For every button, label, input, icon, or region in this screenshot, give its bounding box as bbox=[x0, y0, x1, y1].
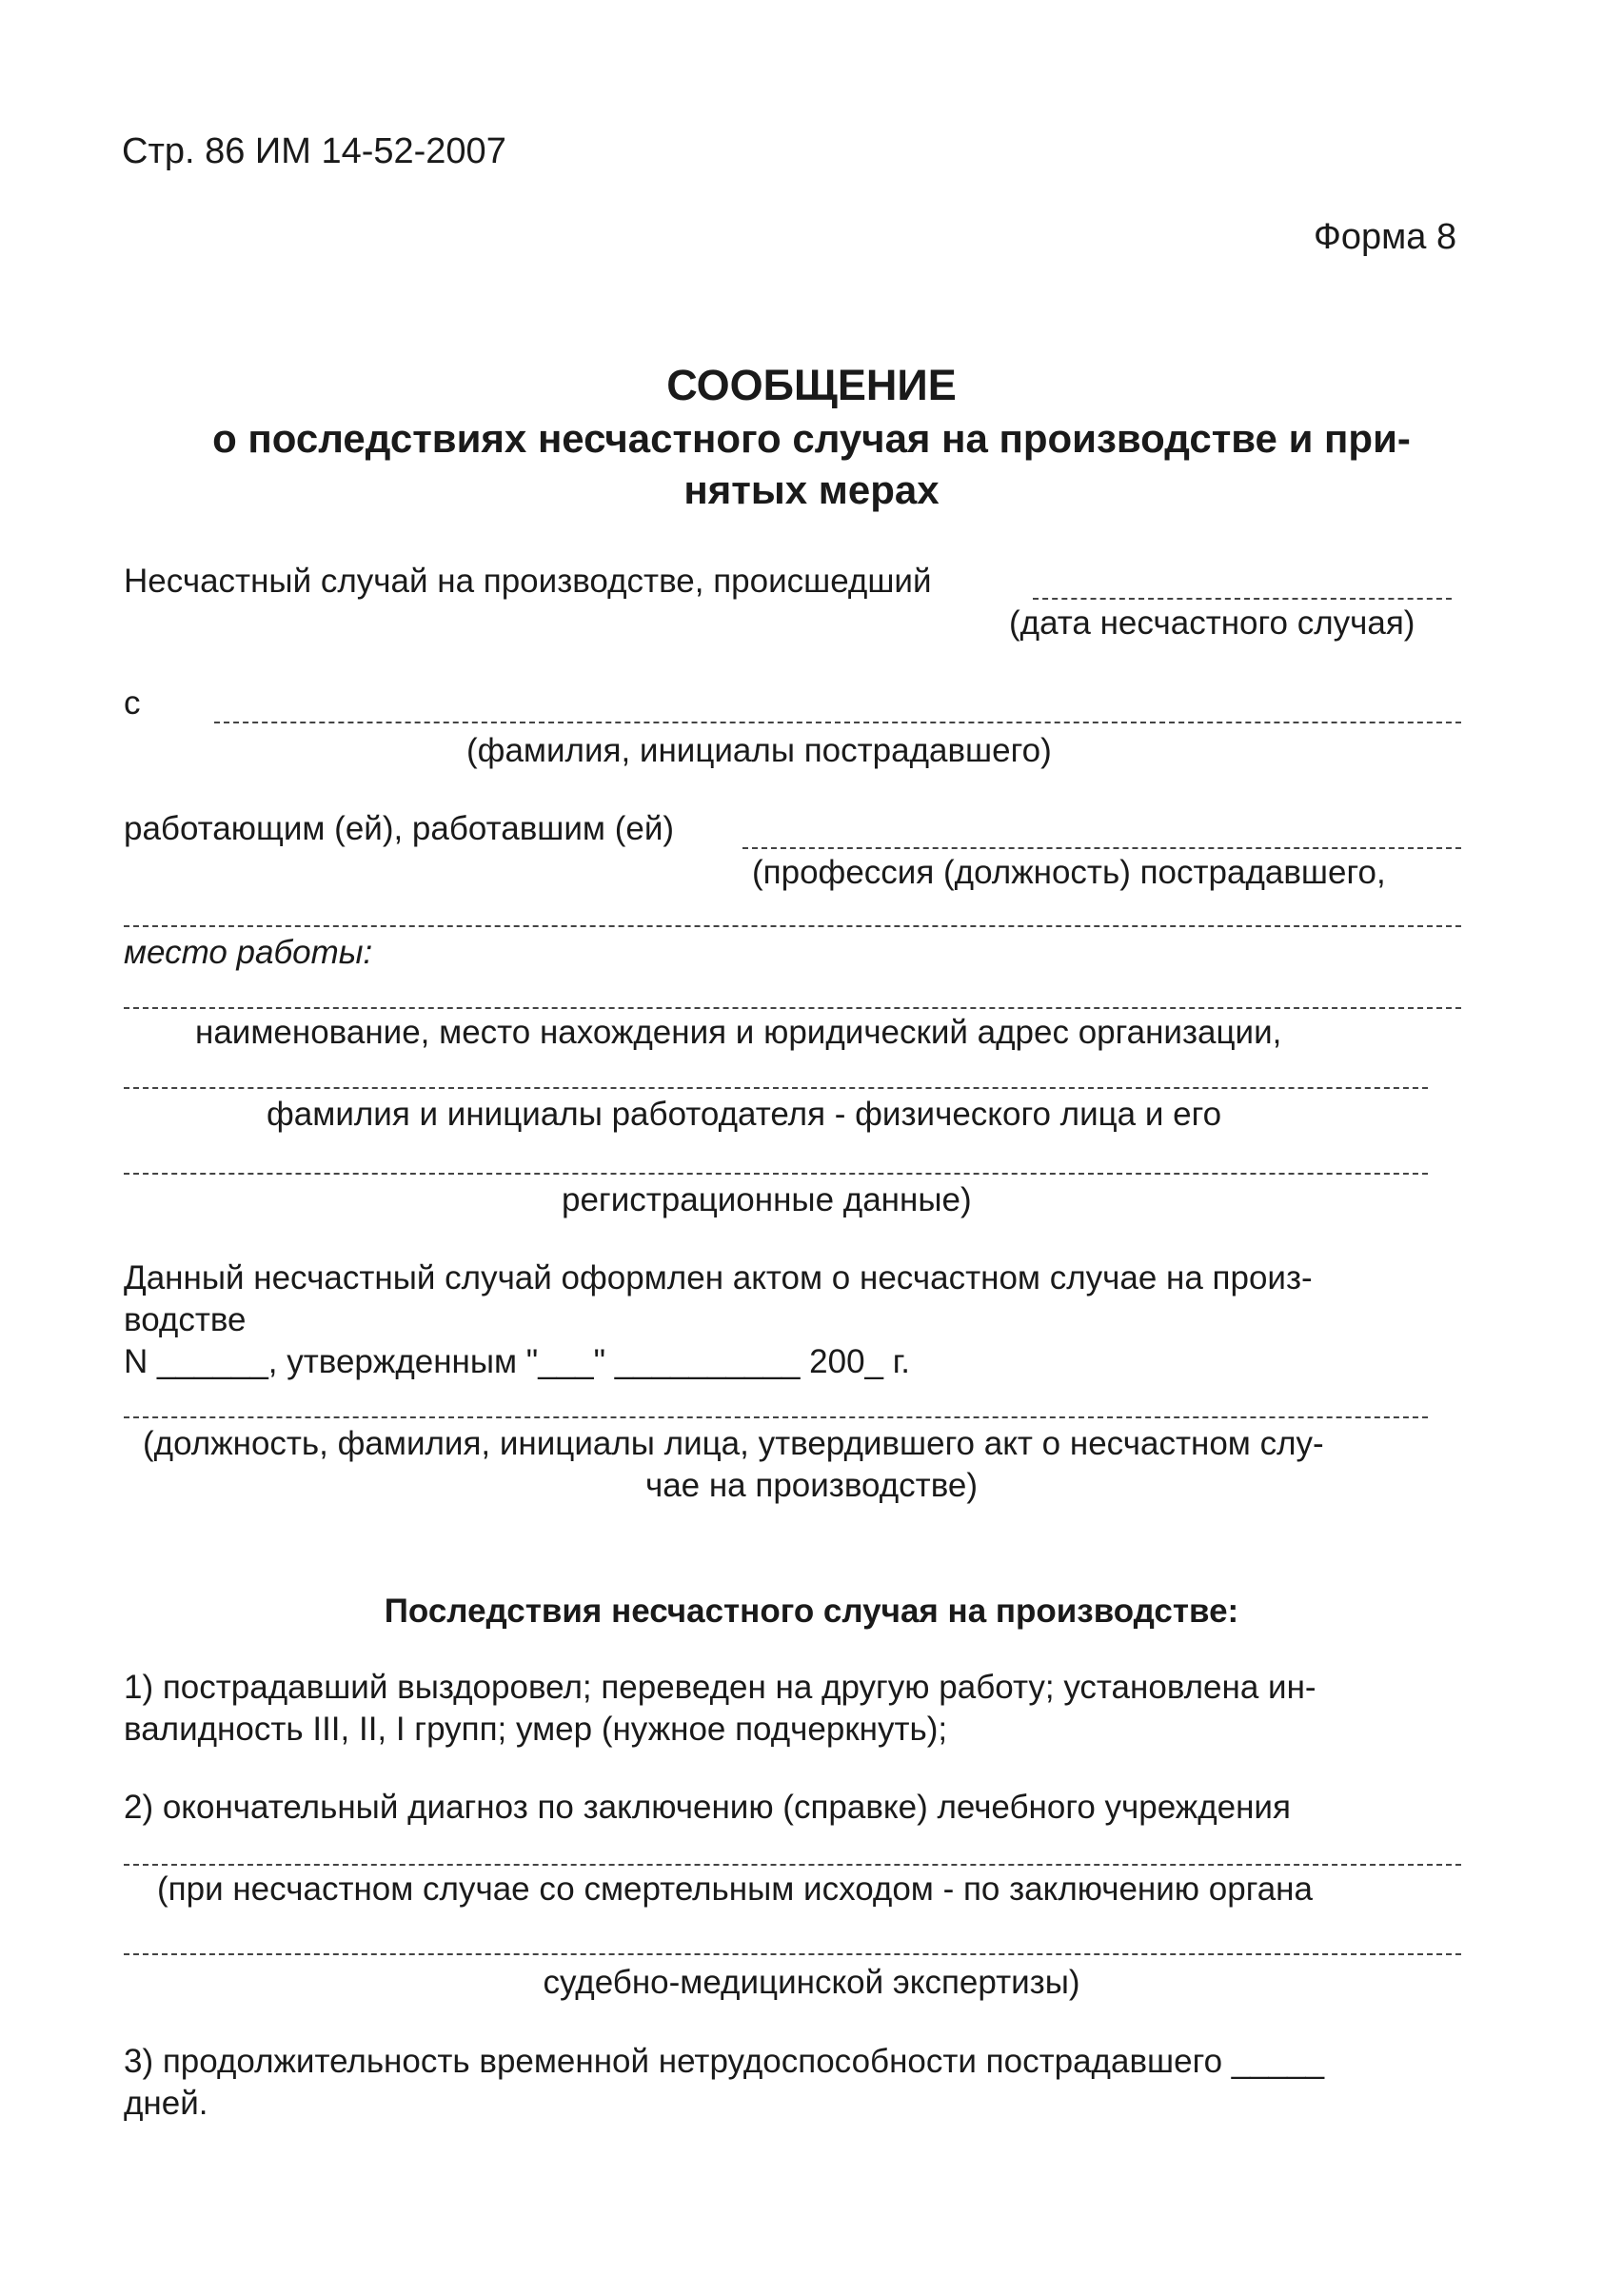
act-text-line1: Данный несчастный случай оформлен актом о несчастном случае на произ- bbox=[124, 1259, 1313, 1296]
workplace-line bbox=[124, 925, 1461, 927]
diagnosis-line bbox=[124, 1864, 1461, 1866]
approver-line bbox=[124, 1416, 1428, 1418]
diagnosis-caption-line2: судебно-медицинской экспертизы) bbox=[543, 1964, 1080, 2001]
victim-caption: (фамилия, инициалы пострадавшего) bbox=[466, 732, 1052, 769]
form-number: Форма 8 bbox=[1314, 217, 1457, 257]
consequences-heading: Последствия несчастного случая на производстве: bbox=[384, 1593, 1239, 1630]
diagnosis-caption-line1: (при несчастном случае со смертельным исходом - по заключению органа bbox=[157, 1870, 1313, 1908]
organization-caption: наименование, место нахождения и юридический адрес организации, bbox=[195, 1014, 1282, 1051]
document-title: СООБЩЕНИЕ bbox=[666, 361, 957, 409]
document-subtitle-line1: о последствиях несчастного случая на производстве и при- bbox=[212, 416, 1411, 461]
accident-date-caption: (дата несчастного случая) bbox=[1009, 604, 1415, 642]
consequence-item3-line1: 3) продолжительность временной нетрудоспособности пострадавшего _____ bbox=[124, 2043, 1325, 2080]
page-reference: Стр. 86 ИМ 14-52-2007 bbox=[122, 131, 506, 171]
act-text-line3: N ______, утвержденным "___" __________ 200_ г. bbox=[124, 1343, 910, 1380]
consequence-item2: 2) окончательный диагноз по заключению (справке) лечебного учреждения bbox=[124, 1789, 1291, 1826]
working-label: работающим (ей), работавшим (ей) bbox=[124, 810, 675, 847]
consequence-item1-line2: валидность III, II, I групп; умер (нужное подчеркнуть); bbox=[124, 1711, 948, 1748]
accident-date-line bbox=[1033, 598, 1452, 600]
victim-name-line bbox=[214, 722, 1461, 723]
profession-line bbox=[742, 847, 1461, 849]
registration-caption: регистрационные данные) bbox=[562, 1181, 972, 1218]
consequence-item3-line2: дней. bbox=[124, 2085, 208, 2122]
employer-caption: фамилия и инициалы работодателя - физического лица и его bbox=[267, 1096, 1222, 1133]
approver-caption-line1: (должность, фамилия, инициалы лица, утвердившего акт о несчастном слу- bbox=[143, 1425, 1324, 1462]
registration-line bbox=[124, 1173, 1428, 1175]
employer-line bbox=[124, 1087, 1428, 1089]
document-subtitle-line2: нятых мерах bbox=[683, 467, 940, 512]
approver-caption-line2: чае на производстве) bbox=[644, 1467, 979, 1504]
consequence-item1-line1: 1) пострадавший выздоровел; переведен на другую работу; установлена ин- bbox=[124, 1669, 1316, 1706]
organization-line bbox=[124, 1007, 1461, 1009]
expertise-line bbox=[124, 1953, 1461, 1955]
with-label: с bbox=[124, 684, 141, 722]
accident-label: Несчастный случай на производстве, происшедший bbox=[124, 563, 932, 600]
act-text-line2: водстве bbox=[124, 1301, 247, 1338]
profession-caption: (профессия (должность) пострадавшего, bbox=[752, 854, 1386, 891]
workplace-caption: место работы: bbox=[124, 934, 373, 971]
